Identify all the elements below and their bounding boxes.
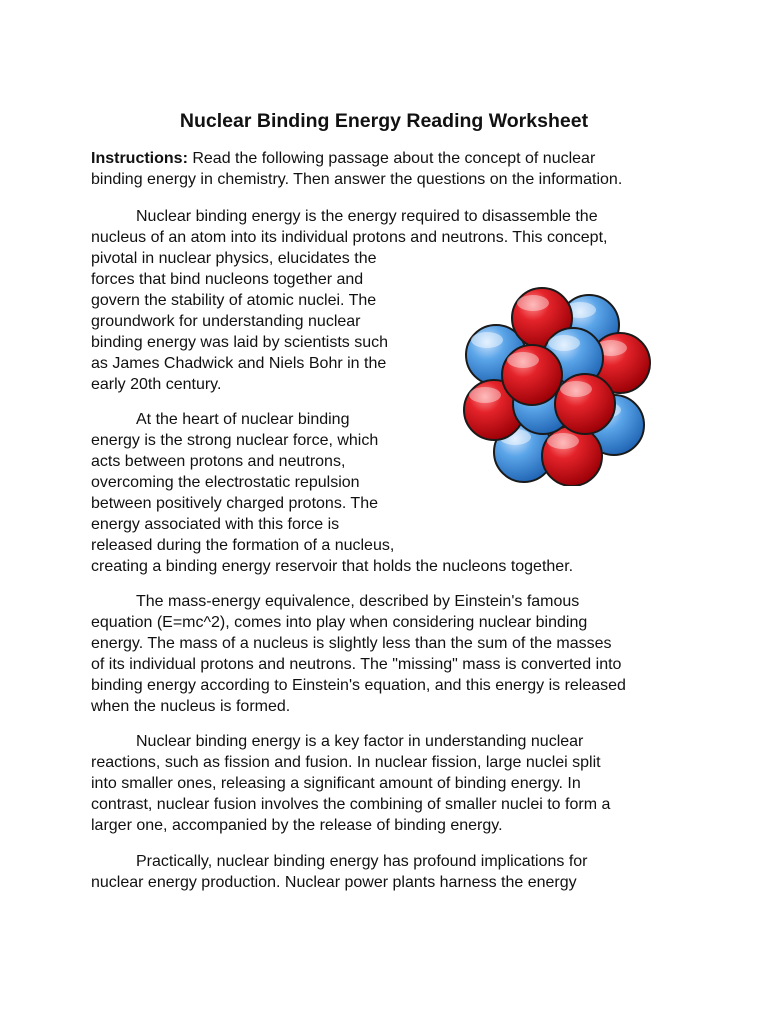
proton-ball bbox=[502, 345, 562, 405]
paragraph-2-line-5: between positively charged protons. The bbox=[91, 495, 378, 512]
paragraph-1-line-9: early 20th century. bbox=[91, 376, 222, 393]
paragraph-3-line-2: equation (E=mc^2), comes into play when considering nuclear binding bbox=[91, 614, 588, 631]
paragraph-4-line-4: contrast, nuclear fusion involves the combining of smaller nuclei to form a bbox=[91, 796, 611, 813]
atomic-nucleus-icon bbox=[458, 286, 654, 486]
paragraph-4-line-1: Nuclear binding energy is a key factor in understanding nuclear bbox=[136, 733, 584, 750]
proton-ball bbox=[542, 426, 602, 486]
paragraph-1-line-4: forces that bind nucleons together and bbox=[91, 271, 364, 288]
instructions-line-2: binding energy in chemistry. Then answer the questions on the information. bbox=[91, 171, 623, 188]
paragraph-3-line-5: binding energy according to Einstein's equation, and this energy is released bbox=[91, 677, 626, 694]
paragraph-5-line-2: nuclear energy production. Nuclear power plants harness the energy bbox=[91, 874, 577, 891]
instructions-label: Instructions: bbox=[91, 150, 188, 167]
paragraph-2-line-4: overcoming the electrostatic repulsion bbox=[91, 474, 360, 491]
paragraph-2-line-6: energy associated with this force is bbox=[91, 516, 340, 533]
paragraph-3-line-4: of its individual protons and neutrons. The "missing" mass is converted into bbox=[91, 656, 622, 673]
paragraph-4-line-5: larger one, accompanied by the release of binding energy. bbox=[91, 817, 503, 834]
paragraph-5-line-1: Practically, nuclear binding energy has profound implications for bbox=[136, 853, 588, 870]
paragraph-1-line-3: pivotal in nuclear physics, elucidates the bbox=[91, 250, 377, 267]
page-title: Nuclear Binding Energy Reading Worksheet bbox=[179, 110, 589, 132]
paragraph-2-line-7: released during the formation of a nucleus, bbox=[91, 537, 395, 554]
paragraph-1-line-5: govern the stability of atomic nuclei. The bbox=[91, 292, 377, 309]
paragraph-4-line-2: reactions, such as fission and fusion. In nuclear fission, large nuclei split bbox=[91, 754, 601, 771]
paragraph-1-line-8: as James Chadwick and Niels Bohr in the bbox=[91, 355, 387, 372]
paragraph-1-line-6: groundwork for understanding nuclear bbox=[91, 313, 361, 330]
paragraph-3-line-6: when the nucleus is formed. bbox=[91, 698, 291, 715]
paragraph-2-line-3: acts between protons and neutrons, bbox=[91, 453, 346, 470]
paragraph-2-line-8: creating a binding energy reservoir that holds the nucleons together. bbox=[91, 558, 574, 575]
instructions-line-1 bbox=[91, 148, 595, 169]
instructions-text-1: Read the following passage about the concept of nuclear bbox=[187, 150, 596, 167]
paragraph-1-line-1: Nuclear binding energy is the energy required to disassemble the bbox=[136, 208, 598, 225]
paragraph-1-line-7: binding energy was laid by scientists such bbox=[91, 334, 389, 351]
paragraph-3-line-1: The mass-energy equivalence, described by Einstein's famous bbox=[136, 593, 580, 610]
paragraph-2-line-2: energy is the strong nuclear force, which bbox=[91, 432, 379, 449]
paragraph-3-line-3: energy. The mass of a nucleus is slightly less than the sum of the masses bbox=[91, 635, 612, 652]
paragraph-4-line-3: into smaller ones, releasing a significant amount of binding energy. In bbox=[91, 775, 581, 792]
paragraph-2-line-1: At the heart of nuclear binding bbox=[136, 411, 350, 428]
paragraph-1-line-2: nucleus of an atom into its individual protons and neutrons. This concept, bbox=[91, 229, 608, 246]
proton-ball bbox=[555, 374, 615, 434]
